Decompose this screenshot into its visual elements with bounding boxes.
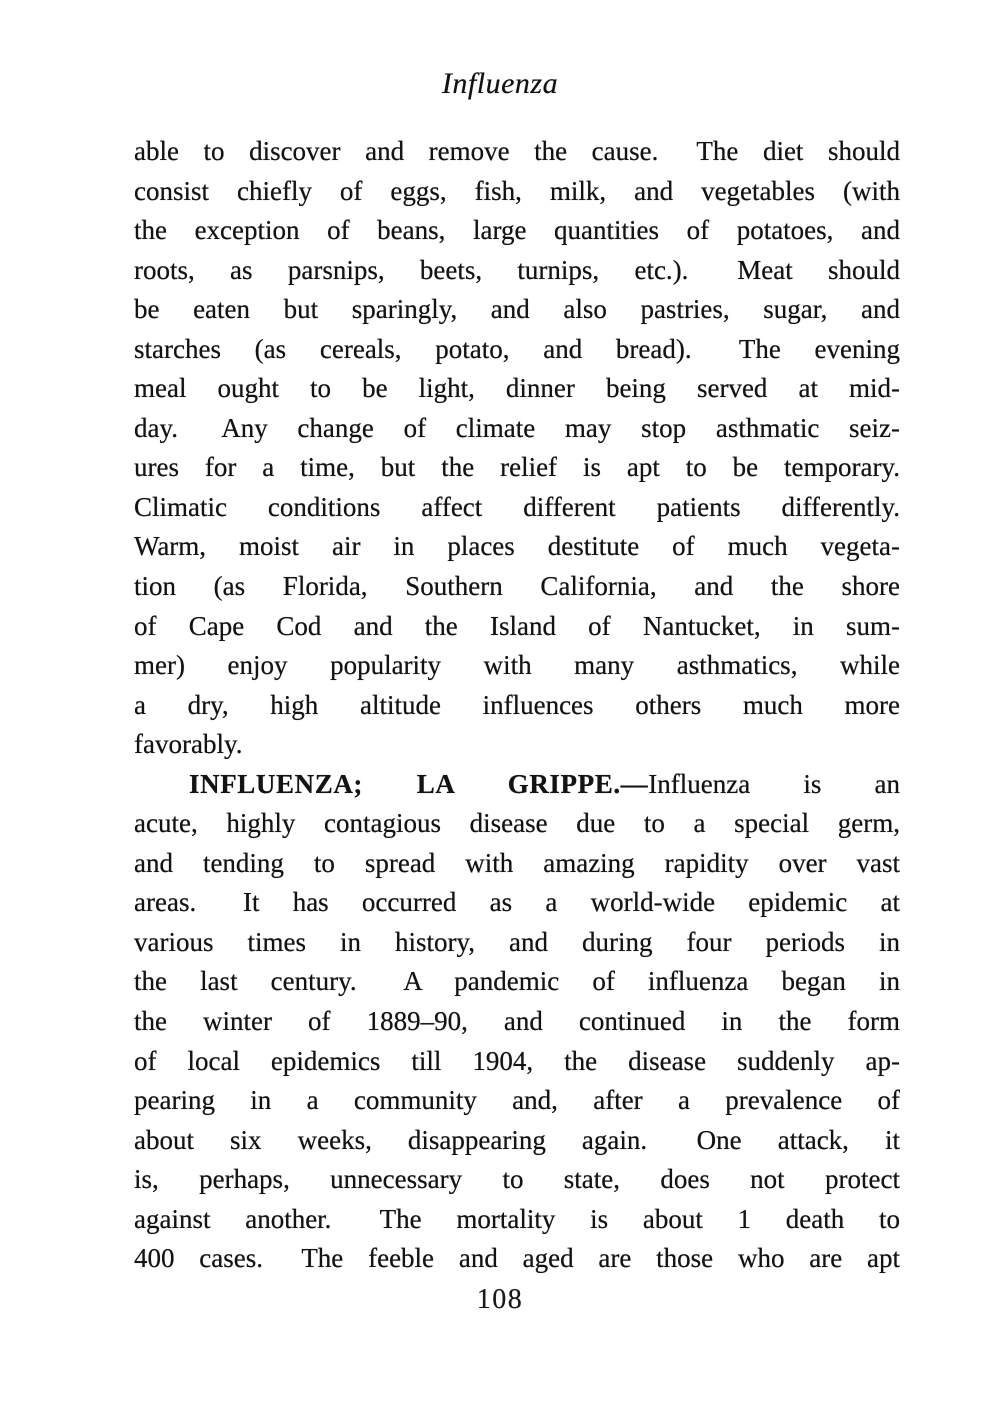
text-line: roots, as parsnips, beets, turnips, etc.). Meat should [134,254,900,285]
text-line: mer) enjoy popularity with many asthmatics, while [134,650,900,681]
text-line: be eaten but sparingly, and also pastries, sugar, and [134,294,900,325]
section-heading: INFLUENZA; LA GRIPPE.— [189,768,649,799]
text-line: is, perhaps, unnecessary to state, does not protect [134,1164,900,1195]
text-line: the winter of 1889–90, and continued in the form [134,1006,900,1037]
text-line: tion (as Florida, Southern California, and the shore [134,571,900,602]
text-line: meal ought to be light, dinner being served at mid- [134,373,900,404]
text-line: ures for a time, but the relief is apt to be temporary. [134,452,900,483]
text-line: acute, highly contagious disease due to a special germ, [134,808,900,839]
text-line: Warm, moist air in places destitute of much vegeta- [134,531,900,562]
text-line: and tending to spread with amazing rapidity over vast [134,847,900,878]
text-line: of Cape Cod and the Island of Nantucket, in sum- [134,610,900,641]
text-line: consist chiefly of eggs, fish, milk, and vegetables (with [134,175,900,206]
text-line: about six weeks, disappearing again. One attack, it [134,1124,900,1155]
text-line: a dry, high altitude influences others much more [134,689,900,720]
text-line: against another. The mortality is about 1 death to [134,1203,900,1234]
text-line: able to discover and remove the cause. The diet should [134,136,900,166]
text-line: of local epidemics till 1904, the disease suddenly ap- [134,1045,900,1076]
text-line: the last century. A pandemic of influenza began in [134,966,900,997]
text-line: 400 cases. The feeble and aged are those who are apt [134,1243,900,1274]
text-line-section-heading [134,765,900,805]
text-line: favorably. [134,729,243,760]
body-text [134,132,900,1279]
text-line: pearing in a community and, after a prevalence of [134,1085,900,1116]
text-line: starches (as cereals, potato, and bread). The evening [134,333,900,364]
page-number: 108 [476,1284,524,1315]
running-head: Influenza [441,67,559,100]
text-line: various times in history, and during four periods in [134,926,900,957]
text-line: areas. It has occurred as a world-wide epidemic at [134,887,900,918]
text-line: day. Any change of climate may stop asthmatic seiz- [134,412,900,443]
text-line: Climatic conditions affect different patients differently. [134,491,900,522]
section-heading-continuation: Influenza is an [648,768,900,799]
text-line: the exception of beans, large quantities of potatoes, and [134,215,900,246]
